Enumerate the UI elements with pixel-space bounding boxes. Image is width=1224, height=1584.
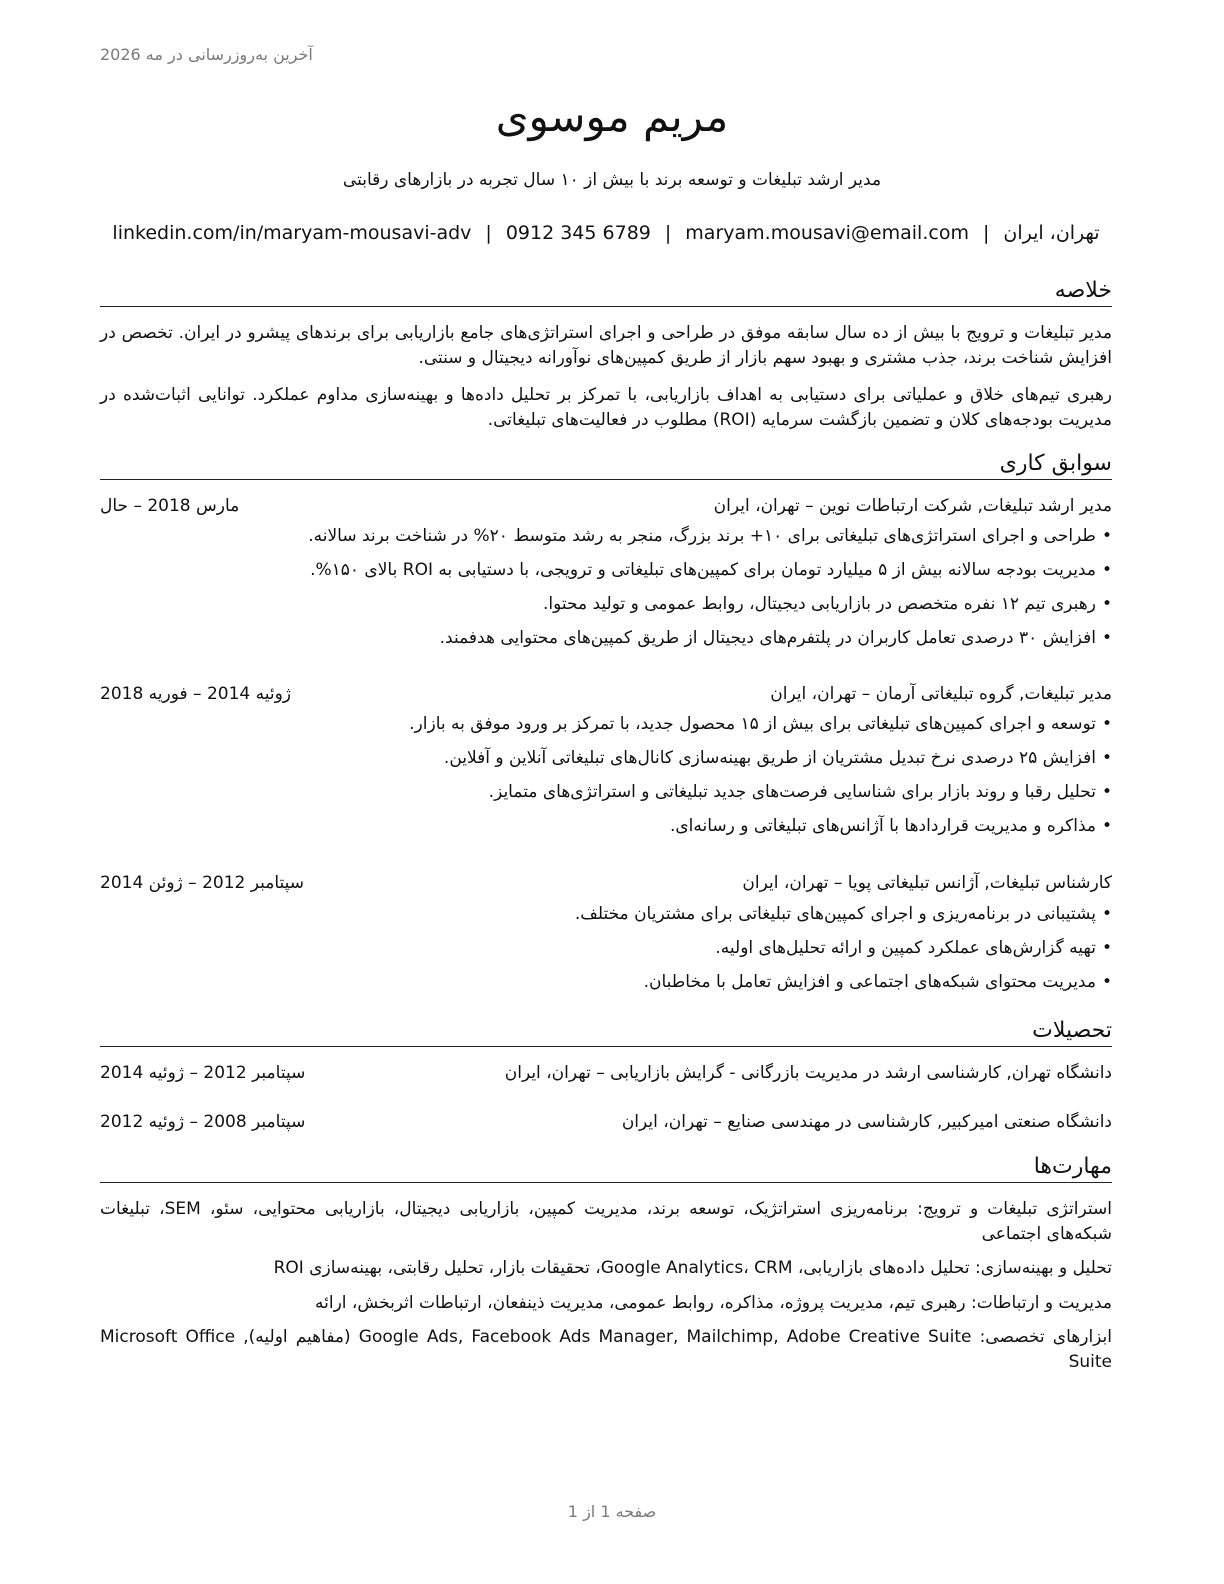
- contact-linkedin[interactable]: linkedin.com/in/maryam-mousavi-adv: [112, 222, 472, 244]
- section-title-summary: خلاصه: [100, 277, 1112, 307]
- job-title: کارشناس تبلیغات, آژانس تبلیغاتی پویا – تهران، ایران: [742, 873, 1112, 893]
- list-item: •افزایش ۳۰ درصدی تعامل کاربران در پلتفرم‌های دیجیتال از طریق کمپین‌های محتوایی هدفمند.: [439, 628, 1112, 648]
- education-title: دانشگاه تهران, کارشناسی ارشد در مدیریت بازرگانی - گرایش بازاریابی – تهران، ایران: [504, 1063, 1112, 1083]
- list-item: •پشتیبانی در برنامه‌ریزی و اجرای کمپین‌های تبلیغاتی برای مشتریان مختلف.: [574, 904, 1112, 924]
- skill-line-1: استراتژی تبلیغات و ترویج: برنامه‌ریزی استراتژیک، توسعه برند، مدیریت کمپین، بازاریابی دیجیتال، بازاریابی محتوایی، سئو، SEM، تبلیغات شبکه‌های اجتماعی: [100, 1199, 1112, 1244]
- list-item: •مذاکره و مدیریت قراردادها با آژانس‌های تبلیغاتی و رسانه‌ای.: [669, 816, 1112, 836]
- education-title: دانشگاه صنعتی امیرکبیر, کارشناسی در مهندسی صنایع – تهران، ایران: [621, 1112, 1112, 1132]
- job-bullets-3: [100, 902, 1112, 1004]
- list-item: •افزایش ۲۵ درصدی نرخ تبدیل مشتریان از طریق بهینه‌سازی کانال‌های تبلیغاتی آنلاین و آفلاین.: [443, 748, 1112, 768]
- job-bullets-2: [100, 712, 1112, 848]
- summary-paragraph-2: رهبری تیم‌های خلاق و عملیاتی برای دستیابی به اهداف بازاریابی، با تمرکز بر تحلیل داده‌ها و بهینه‌سازی مداوم عملکرد. توانایی اثبات‌شده در مدیریت بودجه‌های کلان و تضمین بازگشت سرمایه (ROI) مطلوب در فعالیت‌های تبلیغاتی.: [100, 385, 1112, 430]
- skill-line-4: ابزارهای تخصصی: Google Ads, Facebook Ads Manager, Mailchimp, Adobe Creative Suite (مفاهیم اولیه), Microsoft Office Suite: [100, 1327, 1112, 1372]
- candidate-name: مریم موسوی: [495, 92, 729, 141]
- contact-location: تهران، ایران: [1003, 222, 1100, 244]
- section-title-skills: مهارت‌ها: [100, 1153, 1112, 1183]
- list-item: •رهبری تیم ۱۲ نفره متخصص در بازاریابی دیجیتال، روابط عمومی و تولید محتوا.: [542, 594, 1112, 614]
- contact-separator: |: [664, 222, 672, 244]
- contact-line: [100, 222, 1112, 244]
- contact-separator: |: [982, 222, 990, 244]
- section-title-experience: سوابق کاری: [100, 450, 1112, 480]
- contact-phone[interactable]: 0912 345 6789: [505, 222, 651, 244]
- list-item: •توسعه و اجرای کمپین‌های تبلیغاتی برای بیش از ۱۵ محصول جدید، با تمرکز بر ورود موفق به بازار.: [409, 714, 1112, 734]
- section-title-education: تحصیلات: [100, 1017, 1112, 1047]
- list-item: •مدیریت بودجه سالانه بیش از ۵ میلیارد تومان برای کمپین‌های تبلیغاتی و ترویجی، با دستیابی به ROI بالای ۱۵۰%.: [310, 560, 1112, 580]
- headline: مدیر ارشد تبلیغات و توسعه برند با بیش از ۱۰ سال تجربه در بازارهای رقابتی: [342, 170, 882, 190]
- job-date: سپتامبر 2012 – ژوئن 2014: [100, 873, 305, 893]
- job-title: مدیر تبلیغات, گروه تبلیغاتی آرمان – تهران، ایران: [770, 684, 1112, 704]
- page-number: صفحه 1 از 1: [567, 1502, 657, 1521]
- job-bullets-1: [100, 524, 1112, 660]
- list-item: •تحلیل رقبا و روند بازار برای شناسایی فرصت‌های جدید تبلیغاتی و استراتژی‌های متمایز.: [488, 782, 1112, 802]
- skill-line-2: تحلیل و بهینه‌سازی: تحلیل داده‌های بازاریابی، Google Analytics، CRM، تحقیقات بازار، تحلیل رقابتی، بهینه‌سازی ROI: [273, 1258, 1112, 1278]
- list-item: •مدیریت محتوای شبکه‌های اجتماعی و افزایش تعامل با مخاطبان.: [643, 972, 1112, 992]
- summary-paragraph-1: مدیر تبلیغات و ترویج با بیش از ده سال سابقه موفق در طراحی و اجرای استراتژی‌های جامع بازاریابی برای برندهای پیشرو در ایران. تخصص در افزایش شناخت برند، جذب مشتری و بهبود سهم بازار از طریق کمپین‌های نوآورانه دیجیتال و سنتی.: [100, 323, 1112, 368]
- job-date: مارس 2018 – حال: [100, 496, 240, 516]
- contact-separator: |: [485, 222, 492, 244]
- list-item: •طراحی و اجرای استراتژی‌های تبلیغاتی برای ۱۰+ برند بزرگ، منجر به رشد متوسط ۲۰% در شناخت برند سالانه.: [308, 526, 1112, 546]
- education-date: سپتامبر 2012 – ژوئیه 2014: [100, 1063, 306, 1083]
- contact-email[interactable]: maryam.mousavi@email.com: [685, 222, 969, 244]
- list-item: •تهیه گزارش‌های عملکرد کمپین و ارائه تحلیل‌های اولیه.: [715, 938, 1112, 958]
- education-date: سپتامبر 2008 – ژوئیه 2012: [100, 1112, 306, 1132]
- job-date: ژوئیه 2014 – فوریه 2018: [100, 684, 292, 704]
- job-title: مدیر ارشد تبلیغات, شرکت ارتباطات نوین – تهران، ایران: [713, 496, 1112, 516]
- skill-line-3: مدیریت و ارتباطات: رهبری تیم، مدیریت پروژه، مذاکره، روابط عمومی، مدیریت ذینفعان، ارتباطات اثربخش، ارائه: [315, 1293, 1112, 1313]
- last-updated: آخرین به‌روزرسانی در مه 2026: [100, 45, 313, 64]
